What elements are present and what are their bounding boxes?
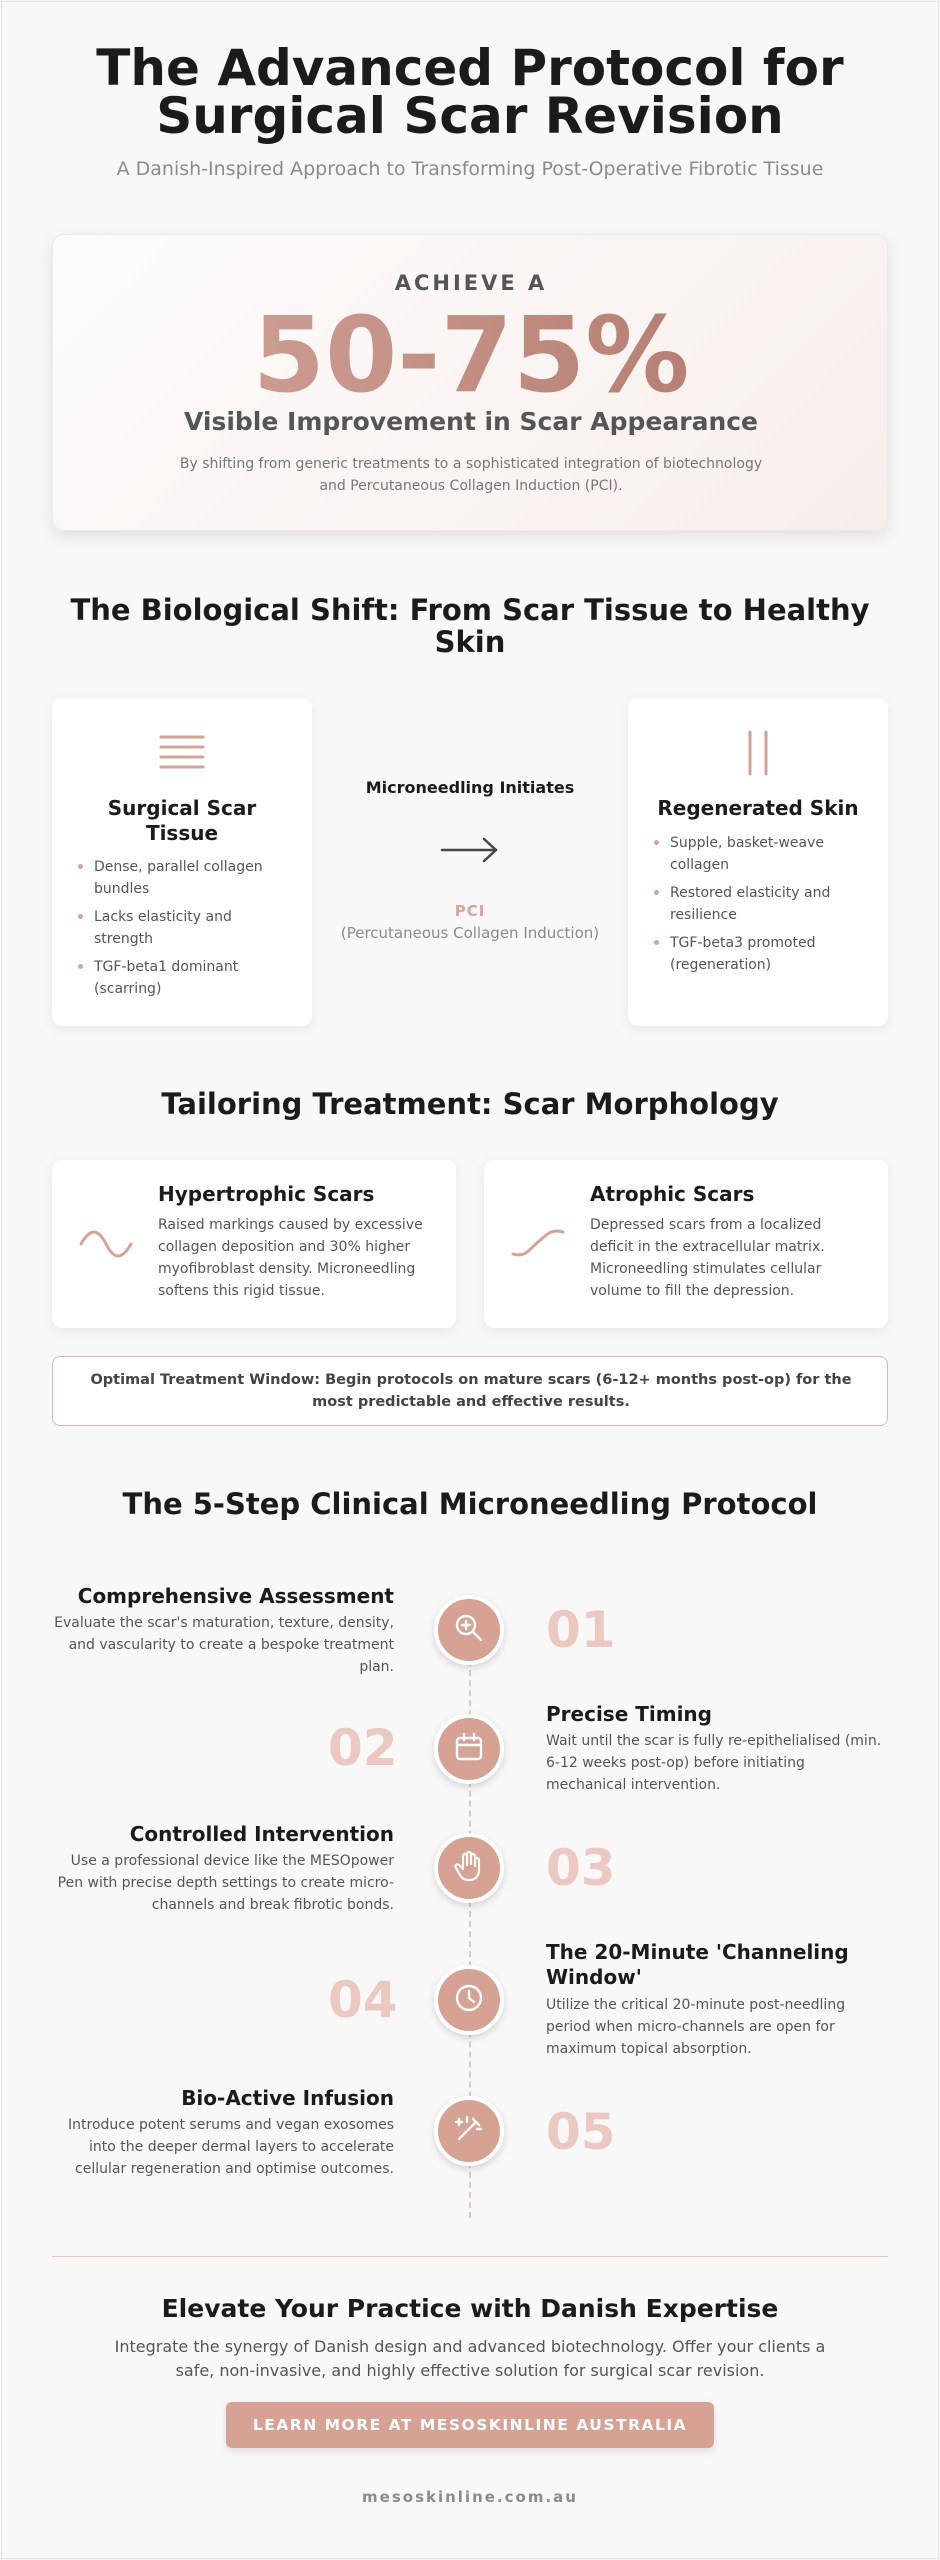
list-item: Restored elasticity and resilience [654,882,868,926]
search-plus-icon [453,1612,485,1648]
step-1-title: Comprehensive Assessment [77,1584,394,1608]
calendar-icon [454,1732,484,1766]
step-5-description: Introduce potent serums and vegan exosomes into the deeper dermal layers to accelerate cellular regeneration and optimise outcomes. [68,2117,394,2177]
step-5-node [434,2096,504,2166]
treatment-window-note [52,1356,888,1426]
regenerated-skin-card [628,698,888,1026]
pci-abbreviation: PCI [454,902,486,920]
step-3-number: 03 [546,1839,616,1897]
hero-description: By shifting from generic treatments to a sophisticated integration of biotechnology and Percutaneous Collagen Induction (PCI). [179,456,763,494]
step-3-title: Controlled Intervention [129,1822,394,1846]
page-title-line-1: The Advanced Protocol for [96,39,844,97]
step-2-title: Precise Timing [546,1702,712,1726]
atrophic-card [484,1160,888,1328]
learn-more-button[interactable]: LEARN MORE AT MESOSKINLINE AUSTRALIA [226,2402,714,2448]
step-2-node [434,1714,504,1784]
wave-icon [78,1226,134,1262]
step-2-description: Wait until the scar is fully re-epithelialised (min. 6-12 weeks post-op) before initiating mechanical intervention. [546,1733,882,1793]
treatment-window-text: Optimal Treatment Window: Begin protocols on mature scars (6-12+ months post-op) for the most predictable and effective results. [90,1372,852,1410]
hero-headline: Visible Improvement in Scar Appearance [183,407,759,436]
magic-wand-icon [453,2113,485,2149]
page-title-line-2: Surgical Scar Revision [156,87,784,145]
regenerated-skin-title: Regenerated Skin [657,796,859,820]
microneedling-label: Microneedling Initiates [365,778,575,797]
scar-tissue-title: Surgical Scar Tissue [107,796,257,845]
step-4-node [434,1965,504,2035]
step-4-number: 04 [328,1971,398,2029]
cta-description: Integrate the synergy of Danish design and advanced biotechnology. Offer your clients a safe, non-invasive, and highly effective solution for surgical scar revision. [114,2337,826,2380]
step-1-description: Evaluate the scar's maturation, texture, density, and vascularity to create a bespoke treatment plan. [54,1615,394,1675]
list-item: TGF-beta1 dominant (scarring) [78,956,292,1000]
clock-icon [454,1983,484,2017]
list-item: Supple, basket-weave collagen [654,832,868,876]
vertical-lines-icon [745,730,771,776]
pci-full-name: (Percutaneous Collagen Induction) [340,924,600,942]
hero-statistic: 50-75% [53,297,889,413]
step-1-node [434,1595,504,1665]
hand-icon [454,1850,484,1886]
page-title [0,39,940,145]
list-item: Dense, parallel collagen bundles [78,856,292,900]
hypertrophic-title: Hypertrophic Scars [158,1182,375,1206]
section-divider [52,2256,888,2257]
list-item: Lacks elasticity and strength [78,906,292,950]
hero-eyebrow: ACHIEVE A [394,271,548,295]
step-5-title: Bio-Active Infusion [181,2086,394,2110]
scar-tissue-card [52,698,312,1026]
s-curve-icon [510,1226,566,1262]
protocol-section-title: The 5-Step Clinical Microneedling Protocol [122,1487,818,1521]
morphology-section-title: Tailoring Treatment: Scar Morphology [161,1087,779,1121]
step-4-description: Utilize the critical 20-minute post-needling period when micro-channels are open for maximum topical absorption. [546,1997,846,2057]
hypertrophic-text: Raised markings caused by excessive collagen deposition and 30% higher myofibroblast density. Microneedling softens this rigid tissue. [158,1217,423,1299]
hero-card [52,234,888,531]
website-link[interactable]: mesoskinline.com.au [362,2488,578,2506]
atrophic-title: Atrophic Scars [590,1182,755,1206]
right-arrow-icon [438,834,502,866]
scar-tissue-bullets [78,856,292,1006]
list-item: TGF-beta3 promoted (regeneration) [654,932,868,976]
step-3-node [434,1833,504,1903]
biology-section-title: The Biological Shift: From Scar Tissue to Healthy Skin [70,593,870,659]
step-4-title: The 20-Minute 'Channeling Window' [546,1940,849,1989]
regenerated-skin-bullets [654,832,868,982]
parallel-lines-icon [159,734,205,770]
atrophic-text: Depressed scars from a localized deficit in the extracellular matrix. Microneedling stimulates cellular volume to fill the depression. [590,1217,825,1299]
step-1-number: 01 [546,1601,616,1659]
step-3-description: Use a professional device like the MESOpower Pen with precise depth settings to create micro-channels and break fibrotic bonds. [57,1853,394,1913]
step-5-number: 05 [546,2103,616,2161]
step-2-number: 02 [328,1719,398,1777]
page-subtitle: A Danish-Inspired Approach to Transforming Post-Operative Fibrotic Tissue [116,158,824,180]
hypertrophic-card [52,1160,456,1328]
cta-title: Elevate Your Practice with Danish Expertise [161,2294,779,2323]
